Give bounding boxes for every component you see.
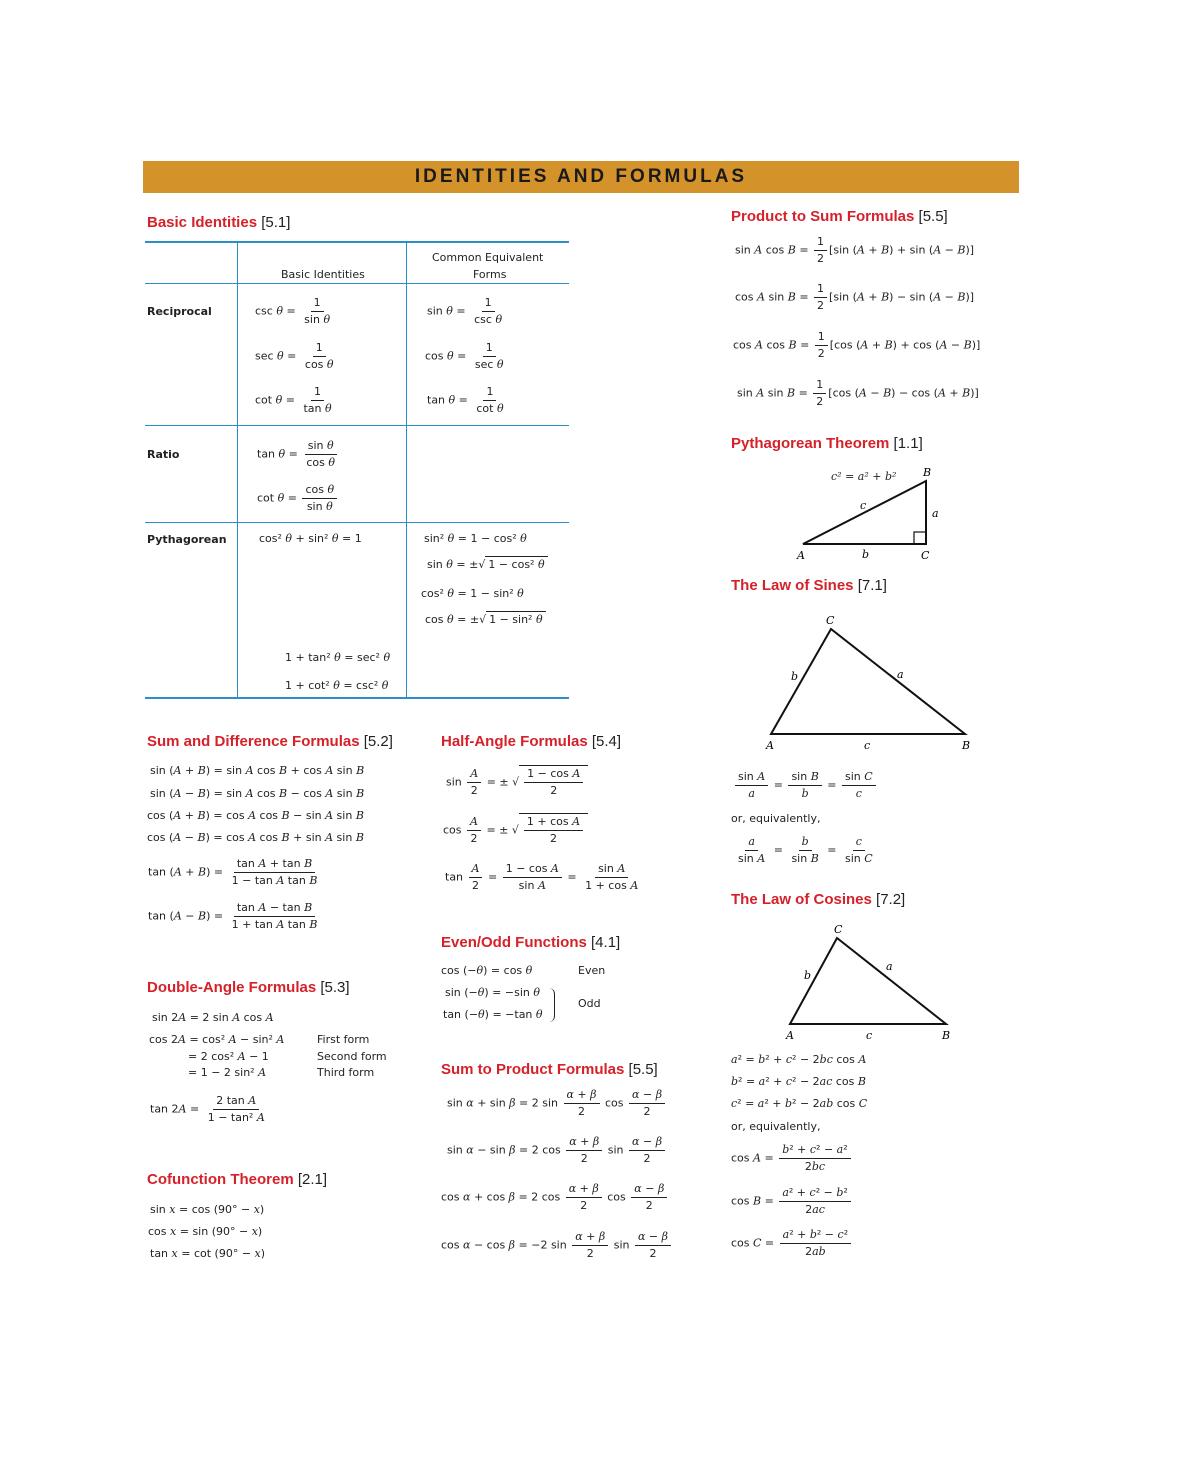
heading-ref: [7.2] xyxy=(876,891,906,908)
formula-ps-2: cos A sin B = $\frac{1}{2}$ [sin (A + B) − sin (A − B)] xyxy=(735,282,975,312)
formula-loc-b: b² = a² + c² − 2ac cos B xyxy=(731,1075,866,1088)
label-second-form: Second form xyxy=(317,1050,387,1063)
formula-ps-1: sin A cos B = $\frac{1}{2}$ [sin (A + B) + sin (A − B)] xyxy=(735,235,975,265)
formula-cofunc-sin: sin x = cos (90° − x) xyxy=(150,1203,265,1216)
formula-cos-root: cos θ = ±√ 1 − sin² θ xyxy=(425,611,546,626)
formula-cos2a-1: cos 2A = cos² A − sin² A xyxy=(149,1033,285,1046)
text-equivalently-2: or, equivalently, xyxy=(731,1120,821,1133)
table-header-rule xyxy=(145,283,569,284)
table-header-common-1: Common Equivalent xyxy=(432,251,544,264)
formula-tan-diff: tan (A − B) = $\frac{\text{tan A − tan B}}{\text{1 + tan A tan B}}$ xyxy=(148,901,318,931)
heading-law-of-sines xyxy=(731,577,887,594)
formula-cofunc-cos: cos x = sin (90° − x) xyxy=(148,1225,263,1238)
heading-text: Double-Angle Formulas xyxy=(147,979,317,996)
formula-cot-csc: 1 + cot² θ = csc² θ xyxy=(285,679,389,692)
formula-tan-sum: tan (A + B) = $\frac{\text{tan A + tan B}}{\text{1 − tan A tan B}}$ xyxy=(148,857,318,887)
heading-sum-difference xyxy=(147,733,393,750)
side-c: c xyxy=(866,1029,873,1042)
side-b: b xyxy=(862,548,870,561)
formula-pyth-main: cos² θ + sin² θ = 1 xyxy=(259,532,362,545)
formula-cofunc-tan: tan x = cot (90° − x) xyxy=(150,1247,266,1260)
formula-tan-sec: 1 + tan² θ = sec² θ xyxy=(285,651,391,664)
table-rule-2 xyxy=(145,522,569,523)
formula-sin-root: sin θ = ±√ 1 − cos² θ xyxy=(427,556,548,571)
vertex-B: B xyxy=(942,1029,951,1042)
formula-cos-even: cos (−θ) = cos θ xyxy=(441,964,533,977)
heading-text: Basic Identities xyxy=(147,214,258,231)
right-triangle xyxy=(803,481,926,544)
formula-tan-odd: tan (−θ) = −tan θ xyxy=(443,1008,543,1021)
formula-cos-sum: cos (A + B) = cos A cos B − sin A sin B xyxy=(147,809,364,822)
heading-cofunction xyxy=(147,1171,327,1188)
vertex-A: A xyxy=(786,1029,794,1042)
heading-sum-to-product xyxy=(441,1061,658,1078)
label-even: Even xyxy=(578,964,606,977)
row-label-ratio: Ratio xyxy=(147,448,180,461)
label-odd: Odd xyxy=(578,997,601,1010)
table-col-divider-1 xyxy=(237,241,238,699)
formula-sin-odd: sin (−θ) = −sin θ xyxy=(445,986,540,999)
formula-cos2: cos² θ = 1 − sin² θ xyxy=(421,587,524,600)
table-top-rule xyxy=(145,241,569,243)
heading-double-angle xyxy=(147,979,350,996)
formula-half-tan: tan $\frac{A}{2}$ = $\frac{\text{1 − cos A}}{\text{sin A}}$ = $\frac{\text{sin A}}{\text{1 + cos A}}$ xyxy=(445,862,639,892)
heading-ref: [5.1] xyxy=(261,214,291,231)
vertex-B: B xyxy=(923,466,932,479)
cosines-triangle xyxy=(790,938,946,1024)
formula-sp-4: cos α − cos β = −2 sin $\frac{\alpha + \beta}{2}$ sin $\frac{\alpha - \beta}{2}$ xyxy=(441,1230,673,1261)
right-triangle-figure xyxy=(790,465,960,565)
side-c: c xyxy=(864,739,871,752)
table-bottom-rule xyxy=(145,697,569,699)
formula-half-cos: cos $\frac{A}{2}$ = ± √ $\frac{\text{1 + cos A}}{2}$ xyxy=(443,813,588,846)
formula-tan-ratio: tan θ = $\frac{\text{sin θ}}{\text{cos θ}}$ xyxy=(257,439,336,469)
formula-cot-ratio: cot θ = $\frac{\text{cos θ}}{\text{sin θ}}$ xyxy=(257,483,339,514)
heading-ref: [7.1] xyxy=(857,577,887,594)
formula-cos-diff: cos (A − B) = cos A cos B + sin A sin B xyxy=(147,831,364,844)
heading-half-angle xyxy=(441,733,621,750)
side-a: a xyxy=(932,507,939,520)
row-label-pythagorean: Pythagorean xyxy=(147,533,227,546)
vertex-C: C xyxy=(826,614,835,627)
heading-basic-identities xyxy=(147,214,290,231)
heading-text: Pythagorean Theorem xyxy=(731,435,890,452)
heading-ref: [2.1] xyxy=(297,1171,328,1188)
heading-text: Product to Sum Formulas xyxy=(731,208,915,225)
side-b: b xyxy=(804,969,812,982)
formula-law-sines-alt: $\frac{a}{\text{sin A}}$ = $\frac{b}{\text{sin B}}$ = $\frac{c}{\text{sin C}}$ xyxy=(738,835,873,865)
formula-sec: sec θ = $\frac{1}{\text{cos θ}}$ xyxy=(255,341,334,371)
formula-sp-1: sin α + sin β = 2 sin $\frac{\alpha + \beta}{2}$ cos $\frac{\alpha - \beta}{2}$ xyxy=(447,1088,667,1119)
formula-sin-csc: sin θ = $\frac{1}{\text{csc θ}}$ xyxy=(427,296,503,326)
page-title: IDENTITIES AND FORMULAS xyxy=(414,166,748,187)
cosines-triangle-figure xyxy=(780,920,970,1045)
label-first-form: First form xyxy=(317,1033,370,1046)
formula-cos-b: cos B = $\frac{\text{a² + c² − b²}}{2ac}$ xyxy=(731,1186,853,1217)
title-banner xyxy=(143,161,1019,193)
vertex-C: C xyxy=(921,549,930,562)
formula-loc-a: a² = b² + c² − 2bc cos A xyxy=(731,1053,867,1066)
sines-triangle-figure xyxy=(760,610,980,760)
heading-text: Sum to Product Formulas xyxy=(441,1061,625,1078)
heading-ref: [5.4] xyxy=(591,733,622,750)
table-col-divider-2 xyxy=(406,241,407,699)
text-equivalently-1: or, equivalently, xyxy=(731,812,821,825)
formula-cos2a-3: = 1 − 2 sin² A xyxy=(188,1066,267,1079)
pyth-equation: c² = a² + b² xyxy=(831,470,897,483)
right-angle-mark xyxy=(914,532,926,544)
formula-ps-4: sin A sin B = $\frac{1}{2}$ [cos (A − B) − cos (A + B)] xyxy=(737,378,979,408)
formula-tan2a: tan 2A = $\frac{\text{2 tan A}}{\text{1 − tan² A}}$ xyxy=(150,1094,265,1124)
side-b: b xyxy=(791,670,799,683)
formula-sp-3: cos α + cos β = 2 cos $\frac{\alpha + \beta}{2}$ cos $\frac{\alpha - \beta}{2}$ xyxy=(441,1182,669,1213)
heading-text: The Law of Sines xyxy=(731,577,854,594)
heading-even-odd xyxy=(441,934,620,951)
formula-law-sines: $\frac{\text{sin A}}{a}$ = $\frac{\text{sin B}}{b}$ = $\frac{\text{sin C}}{c}$ xyxy=(733,770,878,801)
odd-brace xyxy=(549,988,555,1022)
table-header-basic: Basic Identities xyxy=(281,268,365,281)
formula-sp-2: sin α − sin β = 2 cos $\frac{\alpha + \beta}{2}$ sin $\frac{\alpha - \beta}{2}$ xyxy=(447,1135,667,1166)
table-header-common-2: Forms xyxy=(473,268,507,281)
formula-cos2a-2: = 2 cos² A − 1 xyxy=(188,1050,269,1063)
formula-sin-diff: sin (A − B) = sin A cos B − cos A sin B xyxy=(150,787,365,800)
formula-cos-c: cos C = $\frac{\text{a² + b² − c²}}{2ab}$ xyxy=(731,1228,853,1259)
formula-csc: csc θ = $\frac{1}{\text{sin θ}}$ xyxy=(255,296,331,326)
heading-law-of-cosines xyxy=(731,891,905,908)
heading-ref: [5.5] xyxy=(918,208,948,225)
row-label-reciprocal: Reciprocal xyxy=(147,305,212,318)
formula-loc-c: c² = a² + b² − 2ab cos C xyxy=(731,1097,868,1110)
formula-cos-sec: cos θ = $\frac{1}{\text{sec θ}}$ xyxy=(425,341,504,371)
side-a: a xyxy=(897,668,904,681)
formula-ps-3: cos A cos B = $\frac{1}{2}$ [cos (A + B) + cos (A − B)] xyxy=(733,330,981,360)
label-third-form: Third form xyxy=(317,1066,375,1079)
heading-text: Even/Odd Functions xyxy=(441,934,587,951)
side-a: a xyxy=(886,960,893,973)
vertex-B: B xyxy=(962,739,971,752)
formula-sin2a: sin 2A = 2 sin A cos A xyxy=(152,1011,274,1024)
formula-cos-a: cos A = $\frac{\text{b² + c² − a²}}{2bc}$ xyxy=(731,1143,853,1174)
heading-ref: [1.1] xyxy=(893,435,923,452)
formula-tan-cot: tan θ = $\frac{1}{\text{cot θ}}$ xyxy=(427,385,504,415)
formula-half-sin: sin $\frac{A}{2}$ = ± √ $\frac{\text{1 − cos A}}{2}$ xyxy=(446,765,588,798)
vertex-A: A xyxy=(766,739,774,752)
table-rule-1 xyxy=(145,425,569,426)
heading-ref: [5.2] xyxy=(363,733,393,750)
vertex-A: A xyxy=(797,549,805,562)
heading-pythagorean xyxy=(731,435,923,452)
heading-ref: [5.5] xyxy=(628,1061,658,1078)
heading-ref: [5.3] xyxy=(320,979,350,996)
heading-product-to-sum xyxy=(731,208,948,225)
heading-ref: [4.1] xyxy=(591,934,621,951)
heading-text: Cofunction Theorem xyxy=(147,1171,294,1188)
formula-sin-sum: sin (A + B) = sin A cos B + cos A sin B xyxy=(150,764,365,777)
vertex-C: C xyxy=(834,923,843,936)
heading-text: The Law of Cosines xyxy=(731,891,872,908)
side-c: c xyxy=(860,499,867,512)
formula-cot: cot θ = $\frac{1}{\text{tan θ}}$ xyxy=(255,385,332,415)
heading-text: Half-Angle Formulas xyxy=(441,733,588,750)
sines-triangle xyxy=(771,629,965,734)
heading-text: Sum and Difference Formulas xyxy=(147,733,360,750)
formula-sin2: sin² θ = 1 − cos² θ xyxy=(424,532,527,545)
